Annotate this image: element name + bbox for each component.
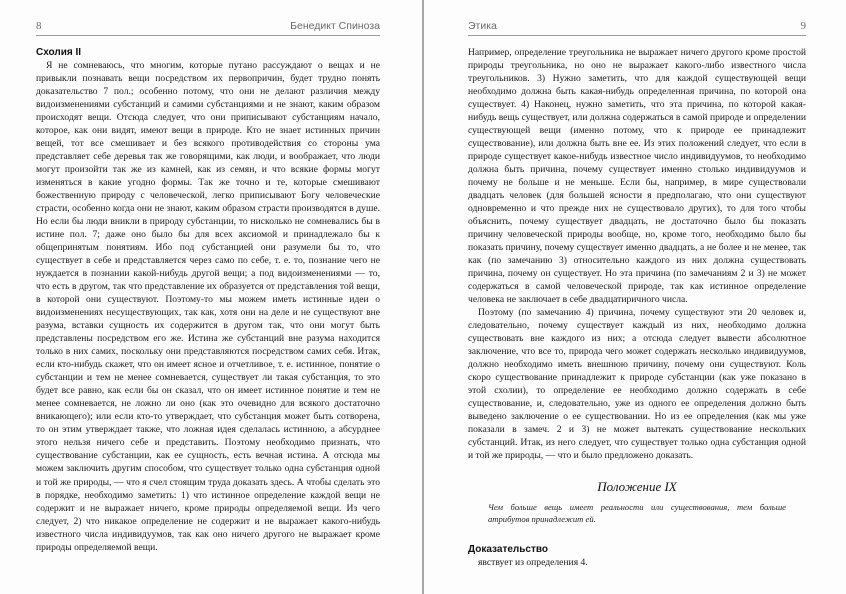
body-paragraph: Я не сомневаюсь, что многим, которые путано рассуждают о вещах и не привыкли познавать вещи посредством их первопричин, будет трудно понять доказательство 7 пол.; особенно потому, что они не делают различия между видоизменениями субстанций и самими субстанциями и не знают, каким образом происходят вещи. Отсюда следует, что они приписывают субстанциям начало, которое, как они видят, имеют вещи в природе. Кто не знает истинных причин вещей, тот все смешивает и без всякого противодействия со стороны ума представляет себе деревья так же говорящими, как люди, и воображает, что люди могут произойти так же из камней, как из семян, и что всякие формы могут изменяться в какие угодно формы. Так же точно и те, которые смешивают божественную природу с человеческой, легко приписывают Богу человеческие страсти, особенно когда они не знают, каким образом страсти производятся в душе. Но если бы люди вникли в природу субстанции, то нисколько не сомневались бы в истине пол. 7; даже оно было бы для всех аксиомой и принадлежало бы к общепринятым понятиям. Ибо под субстанцией они разумели бы то, что существует в себе и представляется через само по себе, т. е. то, познание чего не нуждается в познании какой-нибудь другой вещи; а под видоизменениями — то, что есть в другом, так что представление их образуется от представления той вещи, в которой они существуют. Поэтому-то мы можем иметь истинные идеи о видоизменениях несуществующих, так как, хотя они на деле и не существуют вне разума, вставки сущность их содержится в другом так, что они могут быть представлены посредством его же. Истина же субстанций вне разума находится только в них самих, поскольку они представляются посредством самих себя. Итак, если кто-нибудь скажет, что он имеет ясное и отчетливое, т. е. истинное, понятие о субстанции и тем не менее сомневается, существует ли такая субстанция, то это будет все равно, как если бы он сказал, что он имеет истинное понятие и тем не менее сомневается, не ложно ли оно (как это очевидно для всякого достаточно вникающего); или если кто-то утверждает, что субстанция может быть сотворена, то он этим утверждает также, что ложная идея сделалась истинною, а абсурднее этого нельзя ничего себе и представить. Поэтому необходимо признать, что существование субстанции, как ее сущность, есть вечная истина. А отсюда мы можем заключить другим способом, что существует только одна субстанция одной и той же природы, — что я счел стоящим труда доказать здесь. А чтобы сделать это в порядке, необходимо заметить: 1) что истинное определение каждой вещи не содержит и не выражает ничего, кроме природы определяемой вещи. Из чего следует, 2) что никакое определение не содержит и не выражает какого-нибудь известного числа индивидуумов, так как оно ничего другого не выражает кроме природы определяемой вещи. xyxy=(36,60,380,553)
section-heading: Схолия II xyxy=(36,47,82,58)
page-number: 8 xyxy=(36,20,42,32)
header-rule xyxy=(36,35,380,36)
header-rule xyxy=(468,35,806,36)
body-paragraph: Например, определение треугольника не выражает ничего другого кроме простой природы треугольника, но оно не выражает какого-либо известного числа треугольников. 3) Нужно заметить, что для каждой существующей вещи необходимо должна быть какая-нибудь определенная причина, по которой она существует. 4) Наконец, нужно заметить, что эта причина, по которой какая-нибудь вещь существует, или должна содержаться в самой природе и определении существующей вещи (именно потому, что к природе ее принадлежит существование), или должна быть вне ее. Из этих положений следует, что если в природе существует какое-нибудь известное число индивидуумов, то необходимо должна быть причина, почему существует именно столько индивидуумов и почему не больше и не меньше. Если бы, например, в мире существовали двадцать человек (для большей ясности я предполагаю, что они существуют одновременно и что прежде них не существовало других), то для того чтобы объяснить, почему существует двадцать, не достаточно было бы показать причину человеческой природы вообще, но, кроме того, необходимо было бы показать причину, почему существует именно двадцать, а не более и не менее, так как (по замечанию 3) относительно каждого из них должна существовать причина, почему он существует. Но эта причина (по замечаниям 2 и 3) не может содержаться в самой человеческой природе, так как истинное определение человека не заключает в себе двадцатиричного числа. xyxy=(468,47,806,306)
running-head: Этика xyxy=(468,20,497,32)
right-page-header xyxy=(468,0,806,36)
right-page xyxy=(424,0,846,594)
proposition-title: Положение IX xyxy=(597,478,677,494)
proof-text: явствует из определения 4. xyxy=(478,556,588,568)
body-paragraph: Поэтому (по замечанию 4) причина, почему существуют эти 20 человек и, следовательно, почему существует каждый из них, необходимо должна существовать вне каждого из них; а отсюда следует вывести абсолютное заключение, что все то, природа чего может содержать несколько индивидуумов, должно необходимо иметь внешнюю причину, почему они существуют. Коль скоро существование принадлежит к природе субстанции (как уже показано в этой схолии), то определение ее необходимо должно содержать в себе существование, и, следовательно, уже из одного ее определения должно быть выведено заключение о ее существовании. Но из ее определения (как мы уже показали в замеч. 2 и 3) не может вытекать существование нескольких субстанций. Итак, из него следует, что существует только одна субстанция одной и той же природы, — что и было предложено доказать. xyxy=(468,307,806,462)
left-page xyxy=(0,0,422,594)
proposition-text: Чем больше вещь имеет реальности или существования, тем больше атрибутов принадлежит ей. xyxy=(488,501,786,524)
left-page-header xyxy=(36,0,380,36)
proof-heading: Доказательство xyxy=(468,543,548,555)
page-number: 9 xyxy=(800,20,806,32)
running-head: Бенедикт Спиноза xyxy=(290,20,380,32)
